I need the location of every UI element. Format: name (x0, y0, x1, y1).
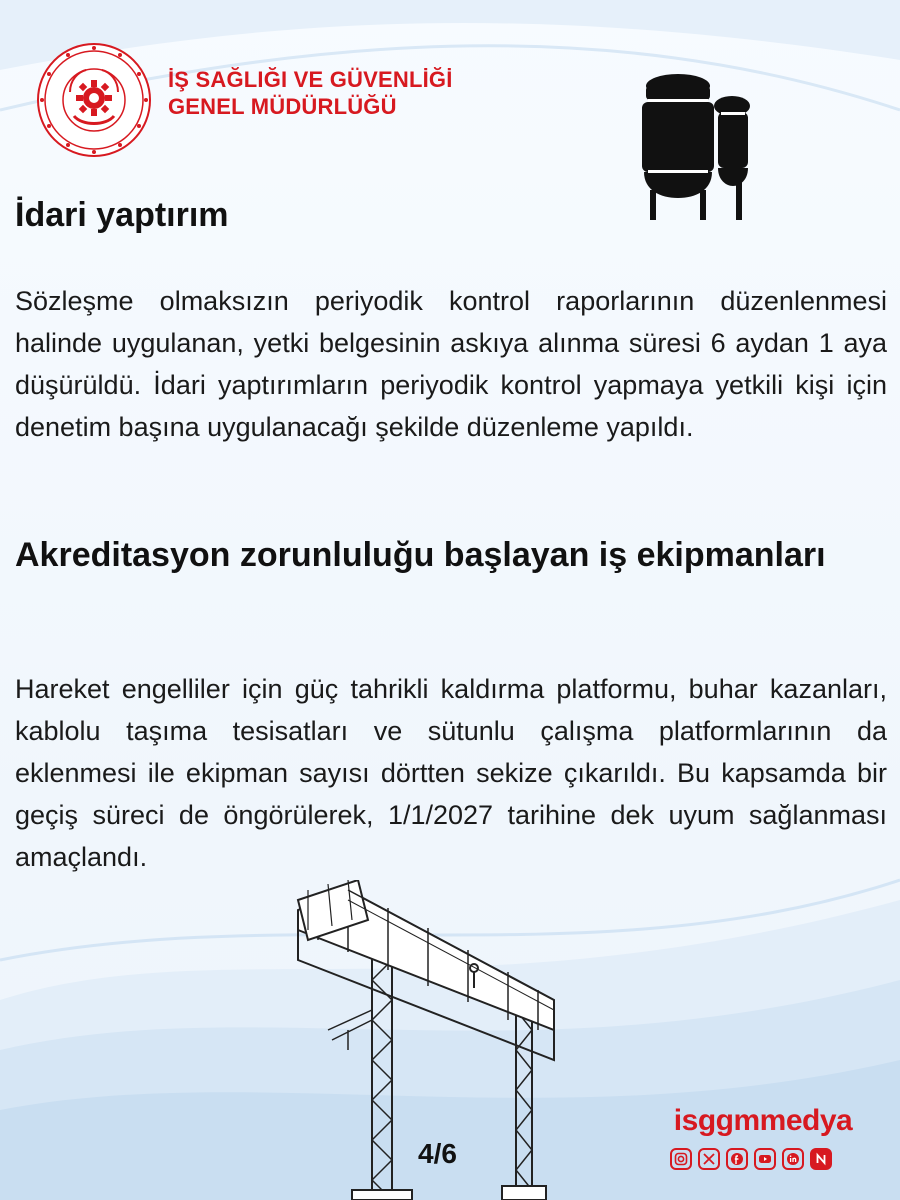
nsosyal-icon[interactable] (810, 1148, 832, 1170)
brand-footer (668, 1104, 868, 1170)
section-body-akreditasyon: Hareket engelliler için güç tahrikli kaldırma platformu, buhar kazanları, kablolu taşıma tesisatları ve sütunlu çalışma platformlarının da eklenmesi ile ekipman sayısı dörtten sekize çıkarıldı. Bu kapsamda bir geçiş süreci de öngörülerek, 1/1/2027 tarihine dek uyum sağlanması amaçlandı. (15, 674, 887, 872)
linkedin-icon[interactable] (782, 1148, 804, 1170)
section-heading-akreditasyon: Akreditasyon zorunluluğu başlayan iş ekipmanları (15, 536, 826, 574)
org-name-line2: GENEL MÜDÜRLÜĞÜ (168, 94, 397, 119)
section-heading-idari-yaptirim: İdari yaptırım (15, 196, 229, 234)
facebook-icon[interactable] (726, 1148, 748, 1170)
section-body-idari-yaptirim: Sözleşme olmaksızın periyodik kontrol raporlarının düzenlenmesi halinde uygulanan, yetki belgesinin askıya alınma süresi 6 aydan 1 aya düşürüldü. İdari yaptırımların periyodik kontrol yapmaya yetkili kişi için denetim başına uygulanacağı şekilde düzenleme yapıldı. (15, 286, 887, 442)
header (34, 40, 554, 160)
org-name-line1: İŞ SAĞLIĞI VE GÜVENLİĞİ (168, 67, 453, 92)
organization-name (168, 66, 453, 120)
boiler-icon (636, 72, 754, 224)
youtube-icon[interactable] (754, 1148, 776, 1170)
ministry-seal-icon (34, 40, 154, 160)
social-icons (670, 1148, 868, 1170)
page-number: 4/6 (418, 1138, 457, 1169)
x-icon[interactable] (698, 1148, 720, 1170)
brand-name: isggmmedya (673, 1104, 853, 1137)
instagram-icon[interactable] (670, 1148, 692, 1170)
